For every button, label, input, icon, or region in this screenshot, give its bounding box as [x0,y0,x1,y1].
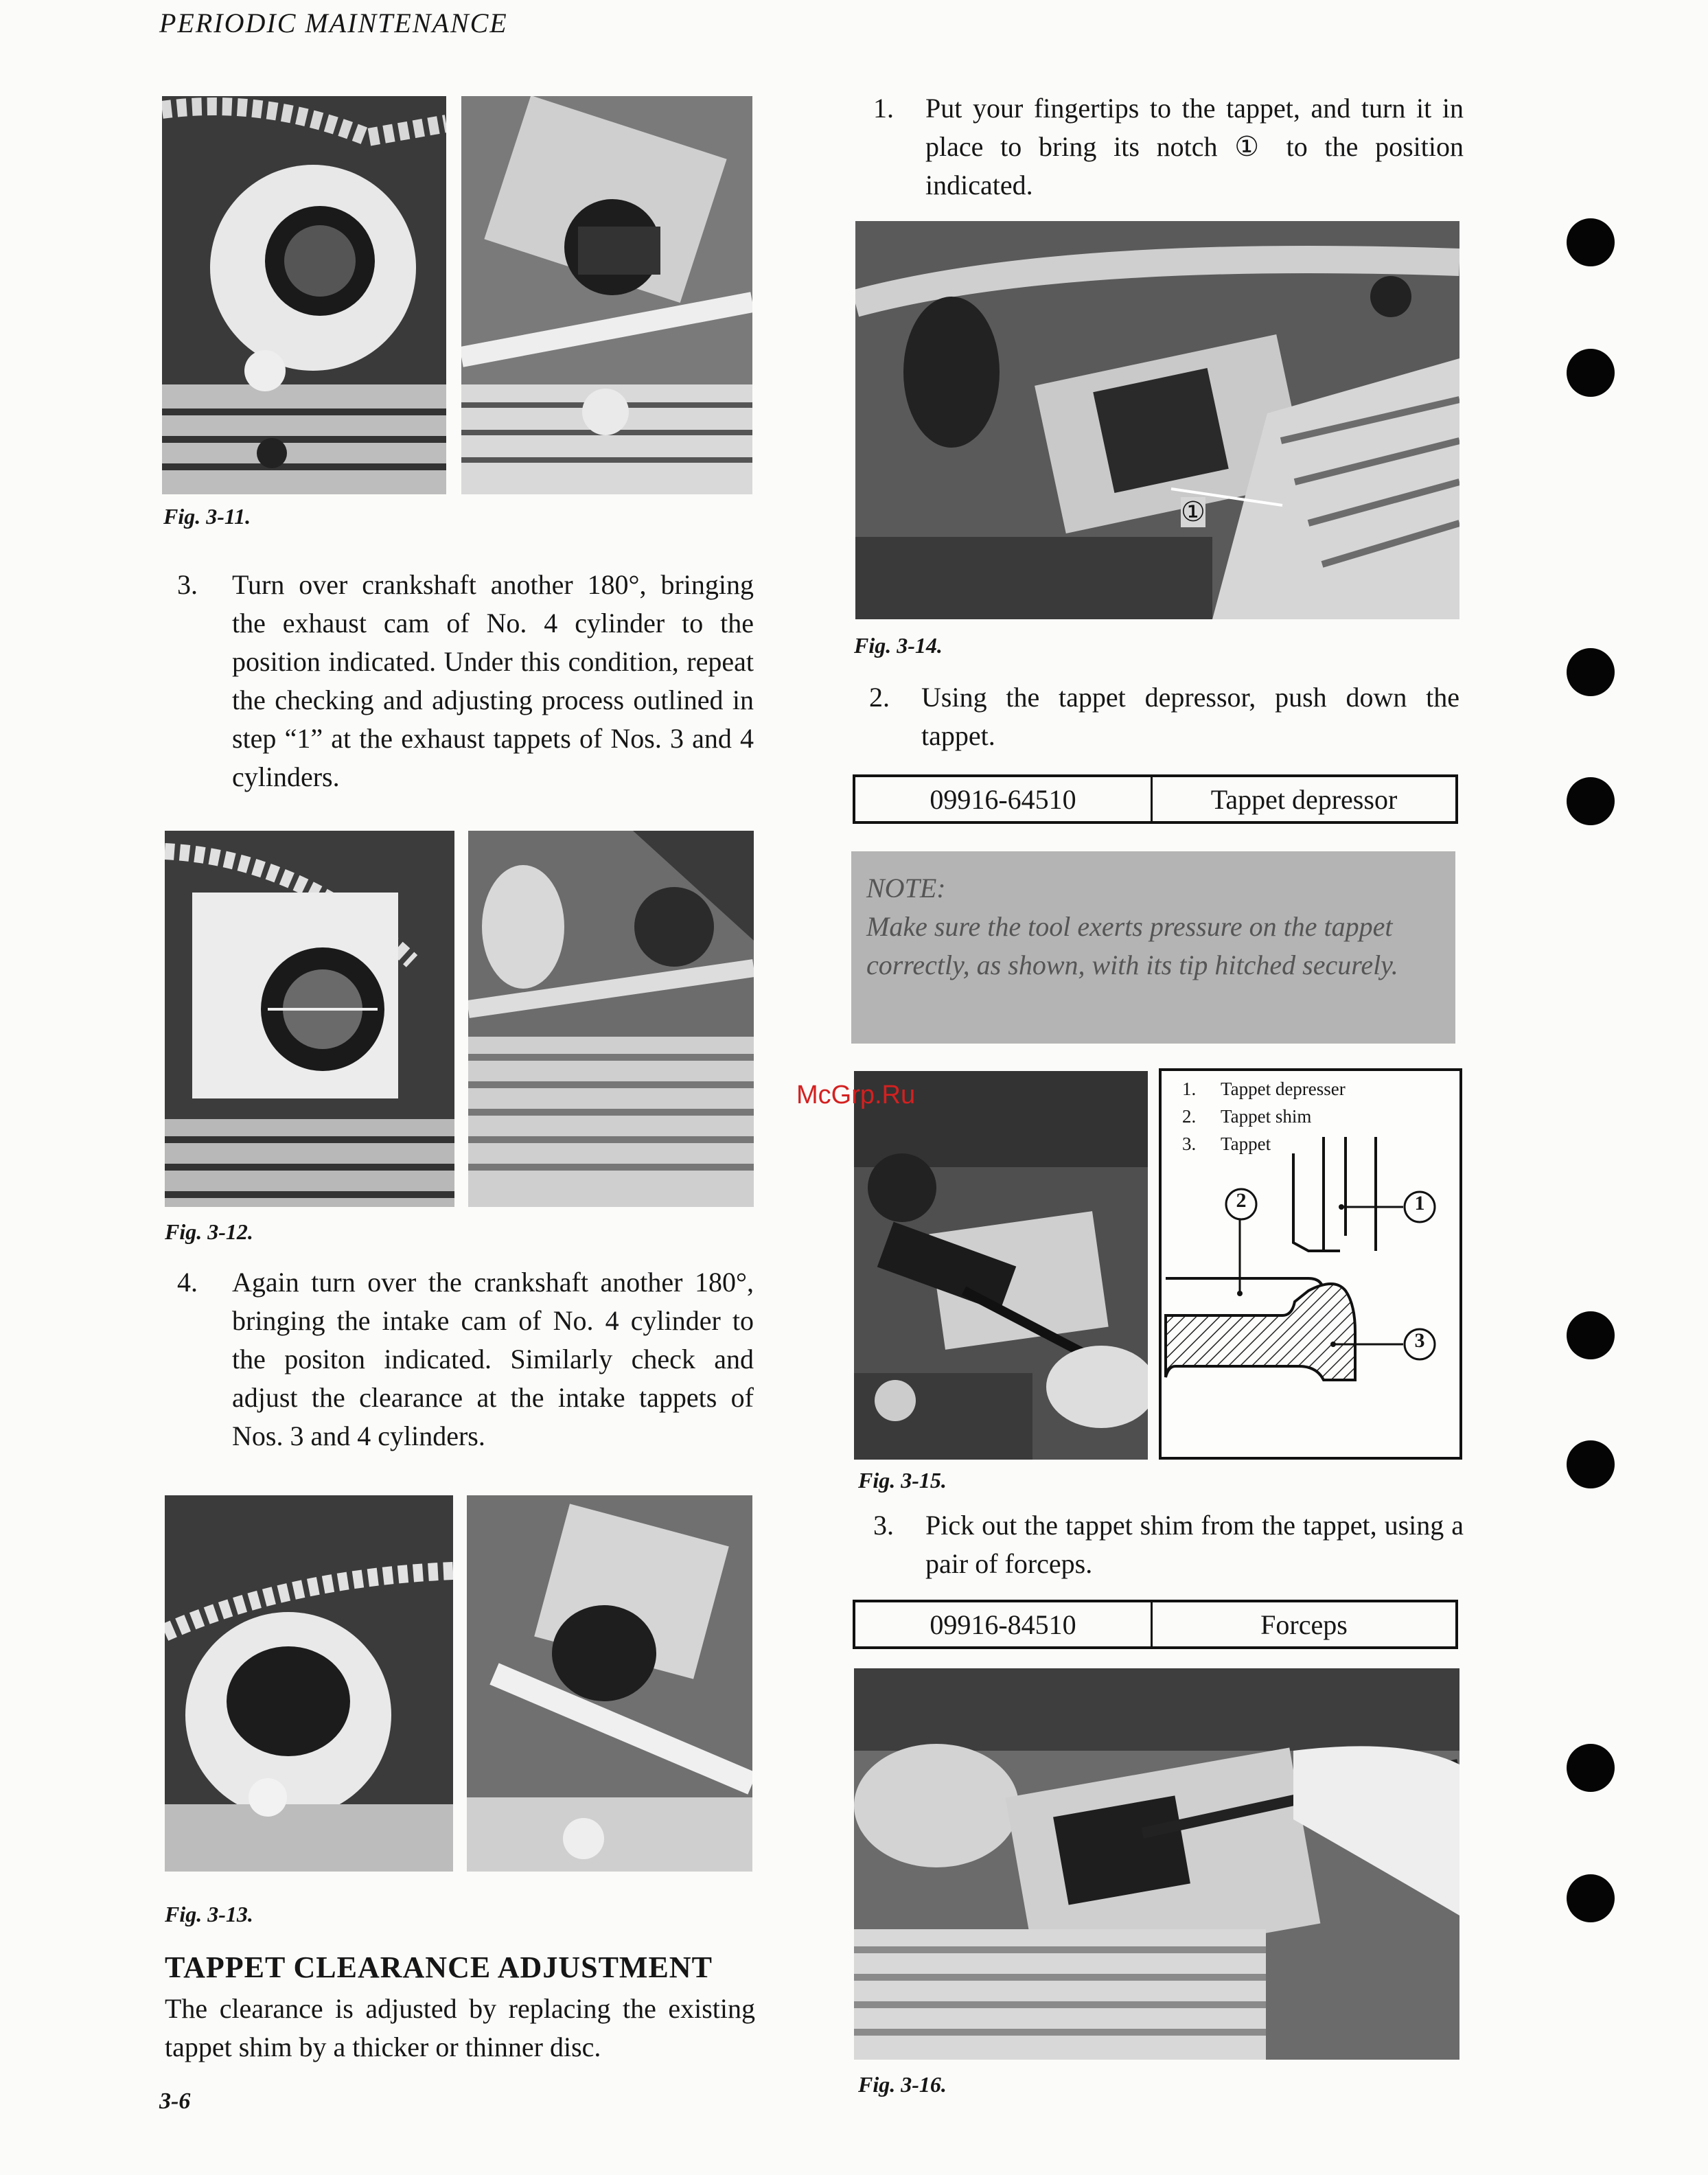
note-title: NOTE: [866,873,946,904]
binder-hole-2 [1567,349,1615,397]
fig-3-12-photo-left [165,831,454,1207]
right-step-3-number: 3. [873,1510,894,1541]
fig-3-12-caption: Fig. 3-12. [165,1219,253,1244]
page-header: PERIODIC MAINTENANCE [159,8,508,38]
right-step-3-text: Pick out the tappet shim from the tappet, using a pair of forceps. [925,1510,1464,1579]
legend-item-3: 3. Tappet [1182,1133,1271,1154]
left-step-3-text: Turn over crankshaft another 180°, bringing the exhaust cam of No. 4 cylinder to the position indicated. Under this condition, repeat the checking and adjusting process outlined in step “1” at the exhaust tappets of Nos. 3 and 4 cylinders. [232,569,754,792]
legend-item-1: 1. Tappet depresser [1182,1079,1346,1099]
legend-item-2: 2. Tappet shim [1182,1106,1312,1127]
fig-3-15-photo [854,1071,1148,1460]
tappet-hatched [1166,1284,1355,1380]
fig-3-13-photo-right [467,1495,752,1872]
right-step-1-number: 1. [873,93,894,124]
fig-3-11-photo-left [162,96,446,494]
right-step-2-text: Using the tappet depressor, push down the tappet. [921,682,1459,751]
tool-2-name: Forceps [1260,1609,1348,1640]
left-step-3 [177,566,754,799]
tool-2-part-number: 09916-84510 [855,1602,1153,1646]
fig-3-16-photo [854,1668,1459,2060]
right-step-3 [873,1506,1464,1589]
binder-hole-5 [1567,1311,1615,1359]
section-heading: TAPPET CLEARANCE ADJUSTMENT [165,1950,713,1984]
binder-hole-8 [1567,1874,1615,1922]
left-step-4 [177,1263,754,1462]
tool-1-part-number: 09916-64510 [855,777,1153,821]
fig-3-15-caption: Fig. 3-15. [858,1468,947,1493]
left-step-3-number: 3. [177,569,198,600]
right-step-2 [869,678,1459,761]
section-paragraph: The clearance is adjusted by replacing the existing tappet shim by a thicker or thinner disc. [165,1993,755,2062]
right-step-1-text: Put your fingertips to the tappet, and turn it in place to bring its notch ① to the position indicated. [925,93,1464,200]
fig-3-14-photo [855,221,1459,619]
note-text: Make sure the tool exerts pressure on the tappet correctly, as shown, with its tip hitched securely. [866,911,1398,980]
binder-hole-4 [1567,777,1615,825]
tool-table-forceps [853,1600,1458,1649]
right-step-1 [873,89,1464,206]
diagram-callout-1: 1 [1414,1192,1425,1215]
fig-3-13-photo-left [165,1495,453,1872]
left-step-4-text: Again turn over the crankshaft another 180°, bringing the intake cam of No. 4 cylinder to the positon indicated. Similarly check and adjust the clearance at the intake tappets of Nos. 3 and 4 cylinders. [232,1267,754,1451]
fig-3-14-caption: Fig. 3-14. [854,633,943,658]
right-step-2-number: 2. [869,682,890,713]
fig-3-13-caption: Fig. 3-13. [165,1902,253,1926]
depressor-outline [1293,1153,1340,1251]
binder-hole-1 [1567,218,1615,266]
watermark-text: McGrp.Ru [796,1081,916,1109]
fig-3-16-caption: Fig. 3-16. [858,2072,947,2097]
binder-hole-3 [1567,648,1615,696]
tool-table-tappet-depressor [853,774,1458,824]
fig-3-15-diagram [1159,1068,1462,1460]
fig-3-11-photo-right [461,96,752,494]
fig-3-14-callout-1: ① [1181,496,1205,527]
binder-hole-6 [1567,1440,1615,1488]
note-box [851,851,1455,1044]
fig-3-11-caption: Fig. 3-11. [163,504,251,529]
tool-1-name: Tappet depressor [1210,783,1398,815]
diagram-callout-2: 2 [1236,1189,1247,1212]
left-step-4-number: 4. [177,1267,198,1298]
binder-hole-7 [1567,1744,1615,1792]
diagram-callout-3: 3 [1414,1329,1425,1352]
page-number: 3-6 [159,2088,191,2114]
fig-3-12-photo-right [468,831,754,1207]
